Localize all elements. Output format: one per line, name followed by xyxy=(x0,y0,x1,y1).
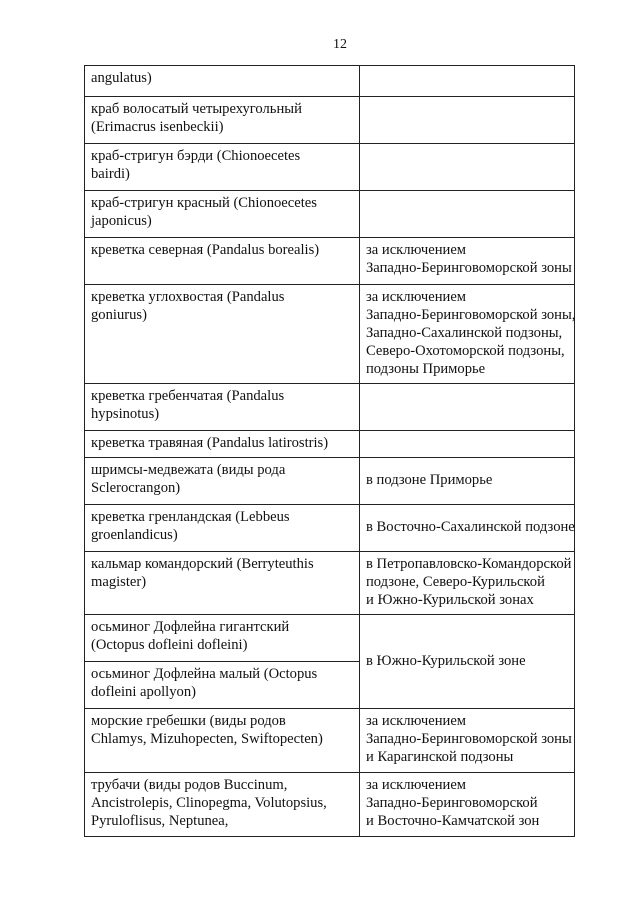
table-row xyxy=(85,238,575,285)
zone-cell: в Петропавловско-Командорской подзоне, Северо-Курильской и Южно-Курильской зонах xyxy=(360,552,575,615)
zone-cell xyxy=(360,144,575,191)
table-row xyxy=(85,431,575,458)
species-cell: краб волосатый четырехугольный (Erimacrus isenbeckii) xyxy=(85,97,360,144)
zone-cell: за исключением Западно-Беринговоморской зоны, Западно-Сахалинской подзоны, Северо-Охотоморской подзоны, подзоны Приморье xyxy=(360,285,575,384)
page-number: 12 xyxy=(333,37,347,52)
zone-cell: за исключением Западно-Беринговоморской зоны и Карагинской подзоны xyxy=(360,709,575,773)
species-table xyxy=(84,65,575,837)
zone-cell: в Южно-Курильской зоне xyxy=(360,615,575,709)
table-row xyxy=(85,505,575,552)
species-cell: креветка углохвостая (Pandalus goniurus) xyxy=(85,285,360,384)
table-row xyxy=(85,552,575,615)
species-cell: шримсы-медвежата (виды рода Sclerocrangon) xyxy=(85,458,360,505)
species-cell: angulatus) xyxy=(85,66,360,97)
zone-cell xyxy=(360,384,575,431)
table-row xyxy=(85,144,575,191)
zone-cell xyxy=(360,431,575,458)
species-cell: осьминог Дофлейна гигантский (Octopus dofleini dofleini) xyxy=(85,615,360,662)
zone-cell xyxy=(360,191,575,238)
zone-cell: в Восточно-Сахалинской подзоне xyxy=(360,505,575,552)
table-row xyxy=(85,97,575,144)
zone-cell: в подзоне Приморье xyxy=(360,458,575,505)
species-cell: кальмар командорский (Berryteuthis magister) xyxy=(85,552,360,615)
table-row xyxy=(85,285,575,384)
table-row xyxy=(85,773,575,837)
species-cell: осьминог Дофлейна малый (Octopus dofleini apollyon) xyxy=(85,662,360,709)
species-cell: креветка гренландская (Lebbeus groenlandicus) xyxy=(85,505,360,552)
table-row xyxy=(85,615,575,662)
species-cell: краб-стригун бэрди (Chionoecetes bairdi) xyxy=(85,144,360,191)
zone-cell: за исключением Западно-Беринговоморской зоны xyxy=(360,238,575,285)
zone-cell xyxy=(360,97,575,144)
zone-cell xyxy=(360,66,575,97)
species-cell: краб-стригун красный (Chionoecetes japonicus) xyxy=(85,191,360,238)
table-row xyxy=(85,458,575,505)
table-row xyxy=(85,191,575,238)
zone-cell: за исключением Западно-Беринговоморской и Восточно-Камчатской зон xyxy=(360,773,575,837)
species-cell: креветка гребенчатая (Pandalus hypsinotus) xyxy=(85,384,360,431)
table-row xyxy=(85,709,575,773)
species-cell: креветка северная (Pandalus borealis) xyxy=(85,238,360,285)
table-row xyxy=(85,384,575,431)
table-row xyxy=(85,66,575,97)
species-cell: креветка травяная (Pandalus latirostris) xyxy=(85,431,360,458)
species-cell: трубачи (виды родов Buccinum, Ancistrolepis, Clinopegma, Volutopsius, Pyruloflisus, Neptunea, xyxy=(85,773,360,837)
species-cell: морские гребешки (виды родов Chlamys, Mizuhopecten, Swiftopecten) xyxy=(85,709,360,773)
